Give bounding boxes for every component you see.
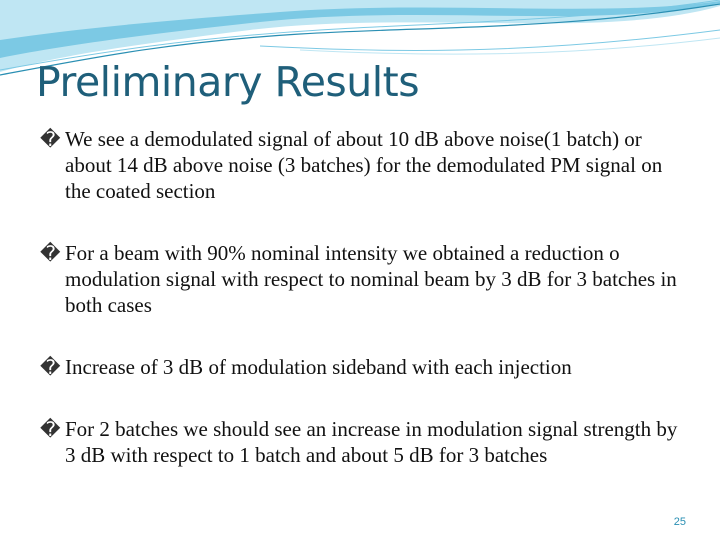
bullet-marker-icon: � <box>40 127 61 151</box>
bullet-item <box>40 354 690 380</box>
bullet-text: For a beam with 90% nominal intensity we obtained a reduction o modulation signal with respect to nominal beam by 3 dB for 3 batches in both cases <box>65 241 677 317</box>
bullet-list <box>40 126 690 504</box>
bullet-marker-icon: � <box>40 417 61 441</box>
bullet-item <box>40 240 690 318</box>
bullet-marker-icon: � <box>40 355 61 379</box>
bullet-item <box>40 126 690 204</box>
page-number: 25 <box>673 516 686 528</box>
slide-title: Preliminary Results <box>36 58 420 106</box>
bullet-text: Increase of 3 dB of modulation sideband with each injection <box>65 355 572 379</box>
bullet-marker-icon: � <box>40 241 61 265</box>
bullet-text: For 2 batches we should see an increase in modulation signal strength by 3 dB with respect to 1 batch and about 5 dB for 3 batches <box>65 417 678 467</box>
bullet-item <box>40 416 690 468</box>
bullet-text: We see a demodulated signal of about 10 dB above noise(1 batch) or about 14 dB above noise (3 batches) for the demodulated PM signal on the coated section <box>65 127 663 203</box>
